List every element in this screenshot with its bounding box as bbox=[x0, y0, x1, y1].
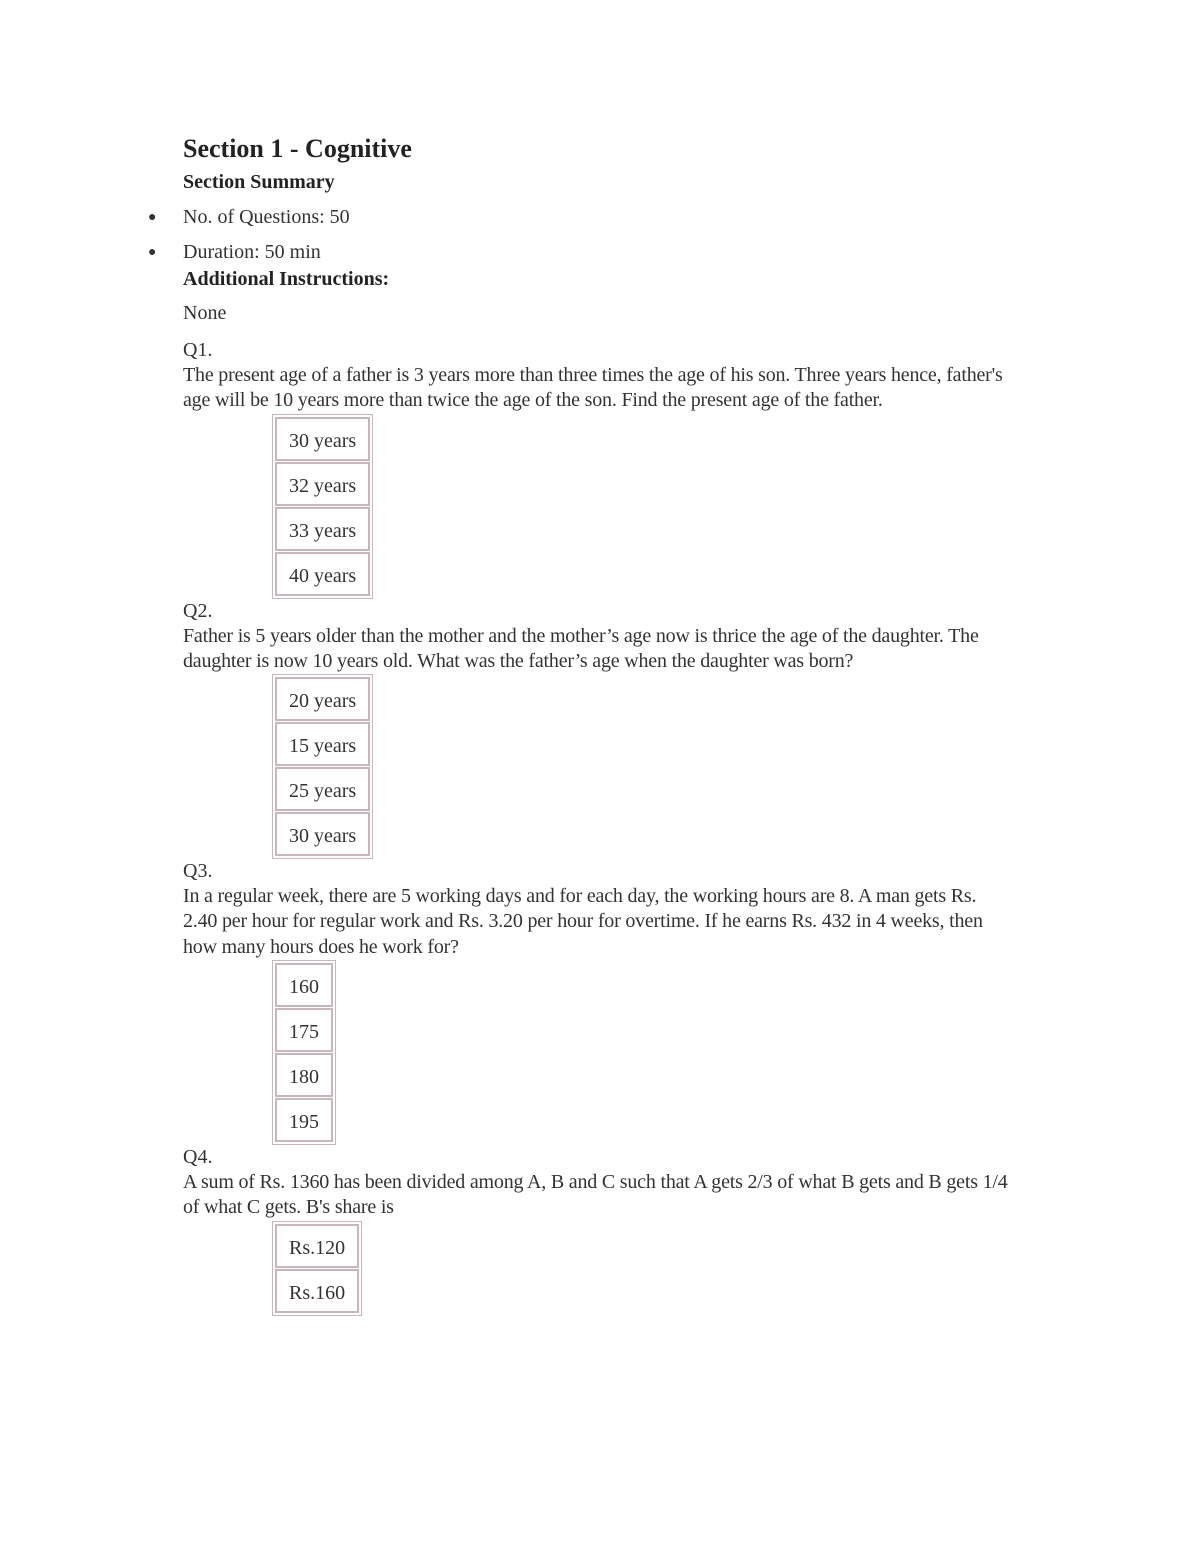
question-2 bbox=[183, 599, 1013, 860]
question-label: Q3. bbox=[183, 860, 213, 883]
page-content bbox=[148, 130, 1013, 1316]
answer-option[interactable]: 33 years bbox=[275, 507, 370, 551]
answer-options bbox=[272, 1221, 362, 1316]
summary-item-questions bbox=[148, 200, 1013, 235]
question-label: Q2. bbox=[183, 599, 213, 622]
question-label: Q4. bbox=[183, 1146, 213, 1169]
question-text: In a regular week, there are 5 working days and for each day, the working hours are 8. A man gets Rs. 2.40 per hour for regular work and Rs. 3.20 per hour for overtime. If he earns Rs. 432 in 4 weeks, then how many hours does he work for? bbox=[183, 885, 983, 958]
answer-options bbox=[272, 674, 373, 859]
answer-option[interactable]: 160 bbox=[275, 963, 333, 1007]
summary-item-label: No. of Questions: 50 bbox=[183, 206, 350, 228]
question-text: A sum of Rs. 1360 has been divided among A, B and C such that A gets 2/3 of what B gets and B gets 1/4 of what C gets. B's share is bbox=[183, 1171, 1008, 1219]
answer-option[interactable]: 180 bbox=[275, 1053, 333, 1097]
answer-options bbox=[272, 414, 373, 599]
answer-option[interactable]: 15 years bbox=[275, 722, 370, 766]
question-1 bbox=[183, 338, 1013, 599]
section-summary-heading: Section Summary bbox=[183, 171, 335, 193]
question-3 bbox=[183, 859, 1013, 1145]
answer-option[interactable]: 40 years bbox=[275, 552, 370, 596]
question-label: Q1. bbox=[183, 339, 213, 361]
bullet-icon: ● bbox=[148, 245, 157, 260]
answer-option[interactable]: Rs.120 bbox=[275, 1224, 359, 1268]
answer-option[interactable]: 175 bbox=[275, 1008, 333, 1052]
question-text: Father is 5 years older than the mother and the mother’s age now is thrice the age of the daughter. The daughter is now 10 years old. What was the father’s age when the daughter was born? bbox=[183, 624, 979, 672]
summary-item-duration bbox=[148, 235, 1013, 270]
answer-option[interactable]: 32 years bbox=[275, 462, 370, 506]
section-title: Section 1 - Cognitive bbox=[183, 134, 412, 163]
answer-option[interactable]: 25 years bbox=[275, 767, 370, 811]
summary-list bbox=[148, 200, 1013, 270]
bullet-icon: ● bbox=[148, 210, 157, 225]
additional-instructions-heading: Additional Instructions: bbox=[183, 268, 390, 290]
answer-option[interactable]: 195 bbox=[275, 1098, 333, 1142]
answer-option[interactable]: Rs.160 bbox=[275, 1269, 359, 1313]
answer-option[interactable]: 30 years bbox=[275, 812, 370, 856]
question-4 bbox=[183, 1145, 1013, 1316]
additional-instructions-text: None bbox=[183, 302, 227, 324]
answer-option[interactable]: 30 years bbox=[275, 417, 370, 461]
summary-item-label: Duration: 50 min bbox=[183, 241, 321, 263]
answer-options bbox=[272, 960, 336, 1145]
answer-option[interactable]: 20 years bbox=[275, 677, 370, 721]
question-text: The present age of a father is 3 years more than three times the age of his son. Three years hence, father's age will be 10 years more than twice the age of the son. Find the present age of the father. bbox=[183, 364, 1003, 412]
